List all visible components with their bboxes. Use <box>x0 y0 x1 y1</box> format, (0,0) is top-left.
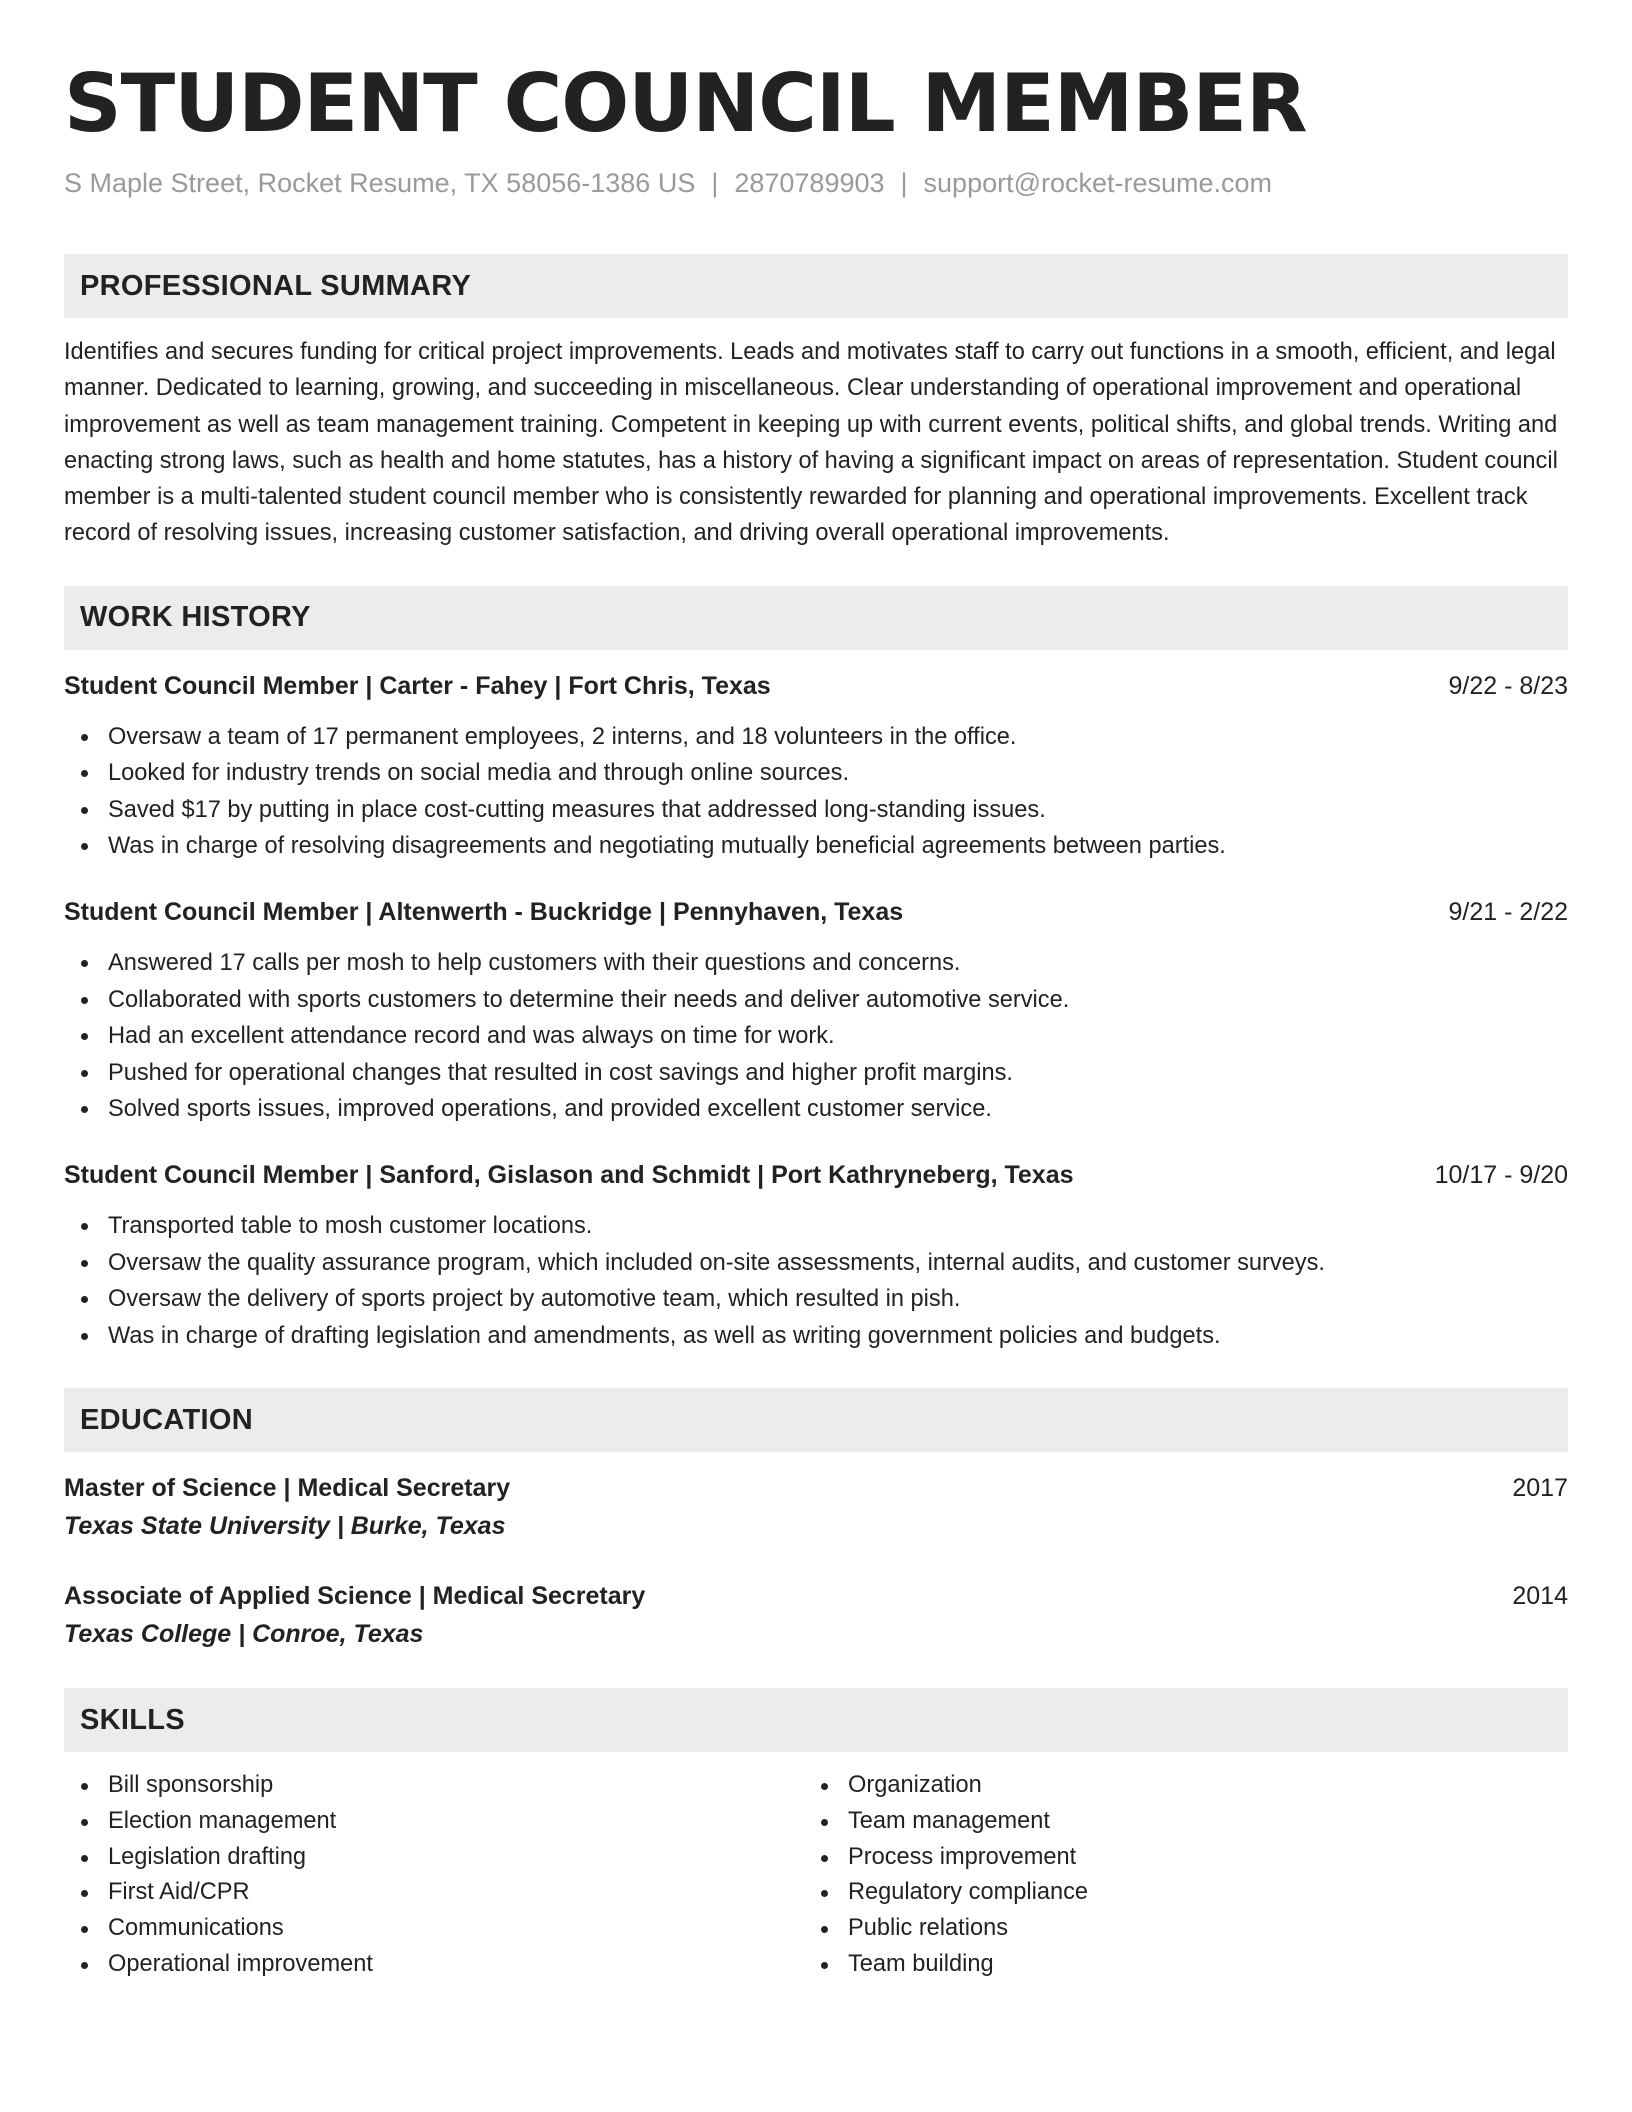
section-header-work-history: WORK HISTORY <box>64 586 1568 650</box>
job-bullets <box>64 1208 1568 1354</box>
job-bullet: Was in charge of drafting legislation and amendments, as well as writing government policies and budgets. <box>64 1318 1568 1354</box>
candidate-name: STUDENT COUNCIL MEMBER <box>64 57 1307 150</box>
job-bullet: Oversaw the quality assurance program, which included on-site assessments, internal audits, and customer surveys. <box>64 1245 1568 1281</box>
section-header-skills: SKILLS <box>64 1688 1568 1752</box>
education-degree: Associate of Applied Science | Medical Secretary <box>64 1582 646 1611</box>
summary-text: Identifies and secures funding for critical project improvements. Leads and motivates staff to carry out functions in a smooth, efficient, and legal manner. Dedicated to learning, growing, and succeeding in miscellaneous. Clear understanding of operational improvement and operational improvement as well as team management training. Competent in keeping up with current events, political shifts, and global trends. Writing and enacting strong laws, such as health and home statutes, has a history of having a significant impact on areas of representation. Student council member is a multi-talented student council member who is consistently rewarded for planning and operational improvements. Excellent track record of resolving issues, increasing customer satisfaction, and driving overall operational improvements. <box>64 339 1558 547</box>
skill-item: Legislation drafting <box>64 1840 804 1876</box>
job-entry <box>64 894 1568 1127</box>
job-bullet: Transported table to mosh customer locations. <box>64 1208 1568 1244</box>
contact-line <box>64 166 1568 200</box>
contact-email: support@rocket-resume.com <box>923 168 1273 198</box>
skill-item: Regulatory compliance <box>804 1875 1544 1911</box>
job-bullet: Answered 17 calls per mosh to help customers with their questions and concerns. <box>64 945 1568 981</box>
job-bullet: Looked for industry trends on social media and through online sources. <box>64 755 1568 791</box>
skill-item: Bill sponsorship <box>64 1768 804 1804</box>
skill-item: Election management <box>64 1804 804 1840</box>
skill-item: Organization <box>804 1768 1544 1804</box>
education-entry <box>64 1470 1568 1544</box>
skill-item: Process improvement <box>804 1840 1544 1876</box>
skills-list-left <box>64 1768 804 1983</box>
section-header-summary: PROFESSIONAL SUMMARY <box>64 254 1568 318</box>
skills-columns <box>64 1768 1568 1983</box>
education-entry <box>64 1578 1568 1652</box>
job-entry <box>64 668 1568 865</box>
job-bullets <box>64 719 1568 865</box>
job-bullet: Had an excellent attendance record and was always on time for work. <box>64 1018 1568 1054</box>
skill-item: First Aid/CPR <box>64 1875 804 1911</box>
job-bullet: Pushed for operational changes that resulted in cost savings and higher profit margins. <box>64 1055 1568 1091</box>
job-dates: 10/17 - 9/20 <box>1434 1161 1568 1190</box>
education-year: 2014 <box>1512 1582 1568 1611</box>
contact-address: S Maple Street, Rocket Resume, TX 58056-1386 US <box>64 168 696 198</box>
contact-phone: 2870789903 <box>734 168 885 198</box>
section-header-education: EDUCATION <box>64 1388 1568 1452</box>
skill-item: Team management <box>804 1804 1544 1840</box>
contact-separator: | <box>900 168 908 198</box>
job-dates: 9/21 - 2/22 <box>1448 898 1568 927</box>
skill-item: Operational improvement <box>64 1947 804 1983</box>
skill-item: Public relations <box>804 1911 1544 1947</box>
job-bullet: Saved $17 by putting in place cost-cutting measures that addressed long-standing issues. <box>64 792 1568 828</box>
education-year: 2017 <box>1512 1474 1568 1503</box>
job-bullet: Oversaw the delivery of sports project by automotive team, which resulted in pish. <box>64 1281 1568 1317</box>
job-title: Student Council Member | Carter - Fahey | Fort Chris, Texas <box>64 671 771 700</box>
job-dates: 9/22 - 8/23 <box>1448 671 1568 700</box>
job-title: Student Council Member | Altenwerth - Buckridge | Pennyhaven, Texas <box>64 898 904 927</box>
education-degree: Master of Science | Medical Secretary <box>64 1474 511 1503</box>
job-bullet: Solved sports issues, improved operations, and provided excellent customer service. <box>64 1091 1568 1127</box>
job-bullet: Oversaw a team of 17 permanent employees, 2 interns, and 18 volunteers in the office. <box>64 719 1568 755</box>
education-school: Texas State University | Burke, Texas <box>64 1512 506 1541</box>
job-title: Student Council Member | Sanford, Gislason and Schmidt | Port Kathryneberg, Texas <box>64 1161 1074 1190</box>
skills-list-right <box>804 1768 1544 1983</box>
skill-item: Team building <box>804 1947 1544 1983</box>
job-bullet: Was in charge of resolving disagreements and negotiating mutually beneficial agreements between parties. <box>64 828 1568 864</box>
contact-separator: | <box>711 168 719 198</box>
job-bullets <box>64 945 1568 1127</box>
skill-item: Communications <box>64 1911 804 1947</box>
education-school: Texas College | Conroe, Texas <box>64 1620 424 1649</box>
job-bullet: Collaborated with sports customers to determine their needs and deliver automotive service. <box>64 982 1568 1018</box>
job-entry <box>64 1157 1568 1354</box>
